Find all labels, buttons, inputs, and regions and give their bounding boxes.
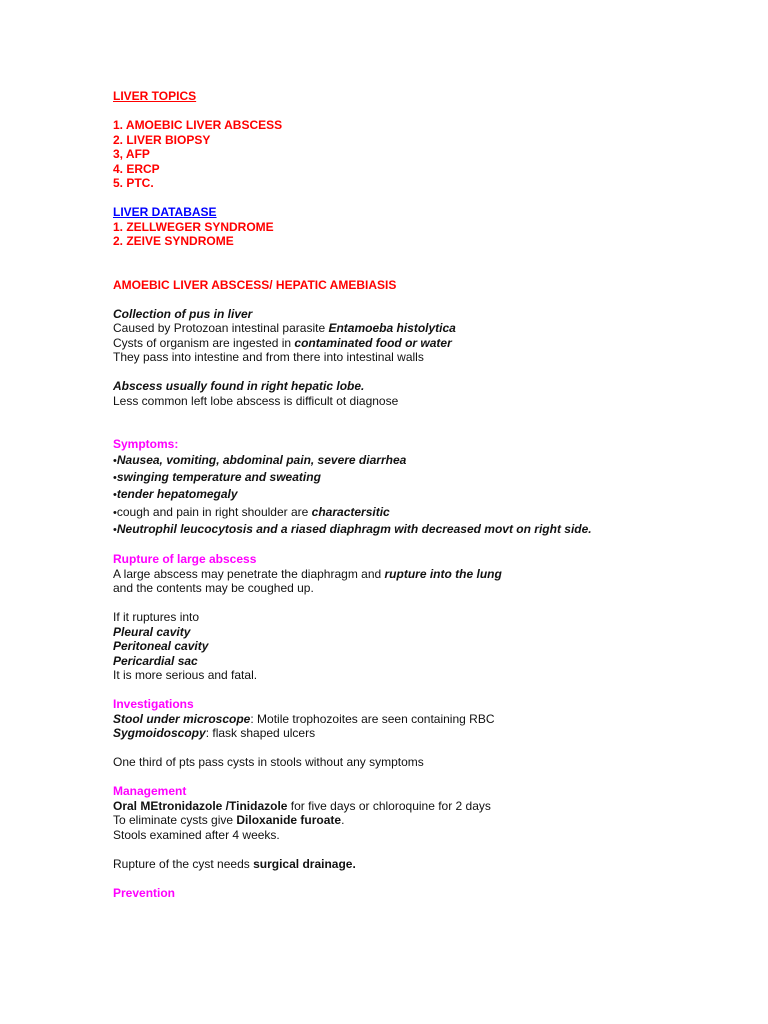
symptoms-heading: Symptoms: [113, 437, 179, 451]
intro-line: They pass into intestine and from there into intestinal walls [113, 350, 424, 364]
investigation-text: : Motile trophozoites are seen containing RBC [250, 711, 495, 726]
rupture-text: A large abscess may penetrate the diaphragm and [113, 566, 385, 581]
symptom-item [113, 503, 733, 521]
liver-topic-item[interactable]: 5. PTC. [113, 176, 154, 190]
management-text: To eliminate cysts give [113, 813, 237, 827]
symptom-text: Nausea, vomiting, abdominal pain, severe diarrhea [116, 452, 407, 467]
management-emphasis: surgical drainage. [253, 856, 356, 871]
symptom-item [113, 452, 733, 469]
symptom-item [113, 486, 733, 503]
management-line [113, 813, 733, 828]
investigation-name: Sygmoidoscopy [113, 726, 206, 740]
management-drug: Diloxanide furoate [236, 813, 342, 827]
management-text: . [341, 813, 345, 827]
management-heading: Management [113, 784, 187, 798]
rupture-heading: Rupture of large abscess [113, 552, 257, 566]
management-line [113, 857, 733, 872]
liver-database-item[interactable]: 2. ZEIVE SYNDROME [113, 234, 234, 248]
management-text: Rupture of the cyst needs [113, 856, 254, 871]
liver-topic-item[interactable]: 3, AFP [113, 147, 150, 161]
intro-text: Caused by Protozoan intestinal parasite [113, 321, 329, 335]
symptom-item [113, 469, 733, 486]
rupture-emphasis: rupture into the lung [384, 566, 502, 581]
investigations-heading: Investigations [113, 697, 194, 711]
liver-database-link[interactable]: LIVER DATABASE [113, 205, 217, 219]
intro-line [113, 336, 733, 351]
rupture-line: It is more serious and fatal. [113, 668, 258, 682]
management-text: for five days or chloroquine for 2 days [287, 798, 491, 813]
bullet-icon: • [113, 488, 117, 501]
management-line [113, 799, 733, 814]
symptom-item [113, 521, 733, 538]
rupture-site: Pericardial sac [113, 653, 198, 668]
rupture-line [113, 567, 733, 582]
symptom-emphasis: charactersitic [311, 504, 390, 519]
liver-topic-item[interactable]: 1. AMOEBIC LIVER ABSCESS [113, 118, 283, 132]
location-title: Abscess usually found in right hepatic lobe. [113, 379, 365, 393]
liver-topic-item[interactable]: 2. LIVER BIOPSY [113, 132, 211, 147]
liver-topic-item[interactable]: 4. ERCP [113, 161, 160, 176]
symptom-text: cough and pain in right shoulder are [116, 504, 312, 519]
bullet-icon: • [113, 506, 117, 519]
investigation-note: One third of pts pass cysts in stools without any symptoms [113, 755, 424, 769]
liver-database-item[interactable]: 1. ZELLWEGER SYNDROME [113, 219, 274, 234]
prevention-heading: Prevention [113, 885, 176, 900]
symptom-text: swinging temperature and sweating [116, 469, 321, 484]
symptom-text: tender hepatomegaly [116, 486, 238, 501]
investigation-text: : flask shaped ulcers [205, 726, 316, 740]
rupture-line: If it ruptures into [113, 610, 200, 624]
rupture-site: Peritoneal cavity [113, 639, 209, 653]
intro-line [113, 321, 733, 336]
investigation-item [113, 726, 733, 741]
management-drug: Oral MEtronidazole /Tinidazole [113, 798, 288, 813]
symptom-text: Neutrophil leucocytosis and a riased diaphragm with decreased movt on right side. [116, 521, 592, 536]
management-line: Stools examined after 4 weeks. [113, 827, 280, 842]
intro-title: Collection of pus in liver [113, 306, 253, 321]
intro-emphasis: contaminated food or water [294, 335, 452, 350]
liver-topics-heading[interactable]: LIVER TOPICS [113, 89, 197, 103]
investigation-name: Stool under microscope [113, 711, 251, 726]
investigation-item [113, 712, 733, 727]
bullet-icon: • [113, 523, 117, 536]
rupture-site: Pleural cavity [113, 624, 191, 639]
location-line: Less common left lobe abscess is difficult ot diagnose [113, 393, 399, 408]
intro-emphasis: Entamoeba histolytica [328, 321, 456, 335]
document-page [113, 89, 733, 900]
bullet-icon: • [113, 454, 117, 467]
intro-text: Cysts of organism are ingested in [113, 335, 295, 350]
bullet-icon: • [113, 471, 117, 484]
section-title: AMOEBIC LIVER ABSCESS/ HEPATIC AMEBIASIS [113, 277, 397, 292]
rupture-line: and the contents may be coughed up. [113, 581, 314, 595]
